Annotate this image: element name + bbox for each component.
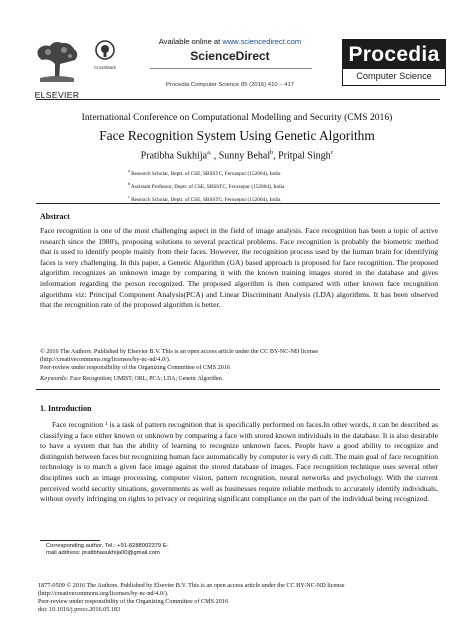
keywords-line: [40, 375, 440, 382]
crossmark-logo[interactable]: [92, 40, 118, 70]
header-divider: [150, 68, 312, 69]
footer-copyright: 1877-0509 © 2016 The Authors. Published by Elsevier B.V. This is an open access article under the CC BY-NC-ND license: [38, 582, 345, 589]
affiliation-item: [128, 166, 388, 179]
procedia-title: Procedia: [343, 40, 445, 69]
affiliation-text: Research Scholar, Deptt. of CSE, SBSSTC, Ferozepur (152004), India: [131, 196, 281, 203]
abstract-top-rule: [36, 203, 440, 204]
elsevier-logo: [30, 38, 84, 100]
affiliation-text: Research Scholar, Deptt. of CSE, SBSSTC, Ferozepur (152004), India: [131, 170, 281, 177]
sciencedirect-logo: ScienceDirect: [190, 49, 270, 63]
available-prefix: Available online at: [158, 37, 223, 46]
sciencedirect-url[interactable]: www.sciencedirect.com: [222, 37, 302, 46]
abstract-heading: Abstract: [40, 212, 70, 221]
page-footer: [38, 582, 442, 614]
footnote: [46, 543, 346, 558]
abstract-copyright: [40, 348, 440, 373]
footer-license-link[interactable]: (http://creativecommons.org/licenses/by-nc-nd/4.0/).: [38, 590, 169, 598]
affiliation-text: Assistant Professor, Deptt. of CSE, SBSSTC, Ferozepur (152004), India: [131, 183, 285, 190]
abstract-bottom-rule: [36, 389, 440, 390]
affiliation-list: [128, 166, 388, 204]
keywords-text: Face Recognition; UMIST; ORL; PCA; LDA; Genetic Algorithm.: [69, 376, 224, 382]
crossmark-icon: [95, 40, 115, 60]
crossmark-label: CrossMark: [94, 65, 116, 70]
author-name: Pratibha Sukhija: [140, 150, 208, 162]
license-link[interactable]: (http://creativecommons.org/licenses/by-nc-nd/4.0/).: [40, 356, 171, 364]
publisher-name: ELSEVIER: [34, 90, 80, 100]
author-sup: b: [270, 150, 274, 156]
affiliation-item: [128, 179, 388, 192]
footnote-rule: [40, 540, 100, 541]
peer-review-text: Peer-review under responsibility of the Organizing Committee of CMS 2016: [40, 364, 230, 372]
introduction-heading: 1. Introduction: [40, 404, 92, 413]
header-rule: [36, 99, 440, 100]
author-sup: a,: [207, 150, 212, 156]
affiliation-sup: b: [128, 180, 130, 186]
conference-name: International Conference on Computational Modelling and Security (CMS 2016): [81, 112, 393, 123]
author-email: mail address: pratibhasukhija00@gmail.com: [46, 550, 160, 557]
footer-doi[interactable]: doi: 10.1016/j.procs.2016.05.183: [38, 606, 121, 614]
affiliation-sup: a: [128, 168, 130, 173]
copyright-text: © 2016 The Authors. Published by Elsevier B.V. This is an open access article under the CC BY-NC-ND license: [40, 348, 319, 355]
paper-title: Face Recognition System Using Genetic Algorithm: [99, 128, 375, 143]
author-name: Sunny Behal: [218, 150, 271, 162]
affiliation-sup: c: [128, 193, 130, 199]
abstract-body: Face recognition is one of the most challenging aspect in the field of image analysis. Face recognition has been a topic of active research since the 1980's, proposing solutions to several practical problems. Face recognition is probably the biometric method that is used to identify people mainly from their faces. However, the recognition process used by the human brain for identifying faces is very challenging. In this paper, a Genetic Algorithm (GA) based approach is proposed for face recognition. The proposed algorithm recognizes an unknown image by comparing it with the known training images stored in the database and gives information regarding the person recognized. The proposed algorithm is then compared with other known face recognition algorithms viz: Principal Component Analysis(PCA) and Linear Discriminant Analysis (LDA) algorithms. It has been observed that the recognition rate of the proposed algorithm is better.: [40, 226, 438, 310]
elsevier-tree-icon: [30, 38, 84, 84]
availability-line: [130, 37, 330, 46]
author-sup: c: [330, 150, 334, 156]
journal-citation: Procedia Computer Science 85 (2016) 410 – 417: [165, 82, 295, 88]
footer-peer-review: Peer-review under responsibility of the Organizing Committee of CMS 2016: [38, 598, 228, 606]
author-line: [30, 150, 444, 161]
procedia-subtitle: Computer Science: [356, 71, 432, 81]
keywords-label: Keywords:: [40, 375, 69, 382]
corresponding-author: Corresponding author. Tel.: +91-8288002379 E-: [46, 543, 169, 549]
procedia-logo: [342, 39, 446, 86]
author-separator: ,: [273, 150, 279, 162]
introduction-body: Face recognition ¹ is a task of pattern recognition that is specifically performed on faces.In other words, it can be described as classifying a face either known or unknown by comparing a face with stored known individuals in the database. It is also desirable to have a system that has the ability of learning to recognize unknown faces. People have a good ability to recognize and distinguish between faces but recognizing human face automatically by computer is very di cult. The main goal of face recognition technology is to match a given face image against the stored database of images. Face recognition technique uses several other disciplines such as image processing, computer vision, pattern recognition, neural networks and psychology. With the current perceived world security situations, governments as well as businesses require reliable methods to accurately identify individuals, without overly infringing on rights to privacy or requiring significant compliance on the part of the individual being recognized.: [40, 420, 438, 504]
author-separator: ,: [211, 150, 219, 162]
author-name: Pritpal Singh: [278, 150, 331, 162]
